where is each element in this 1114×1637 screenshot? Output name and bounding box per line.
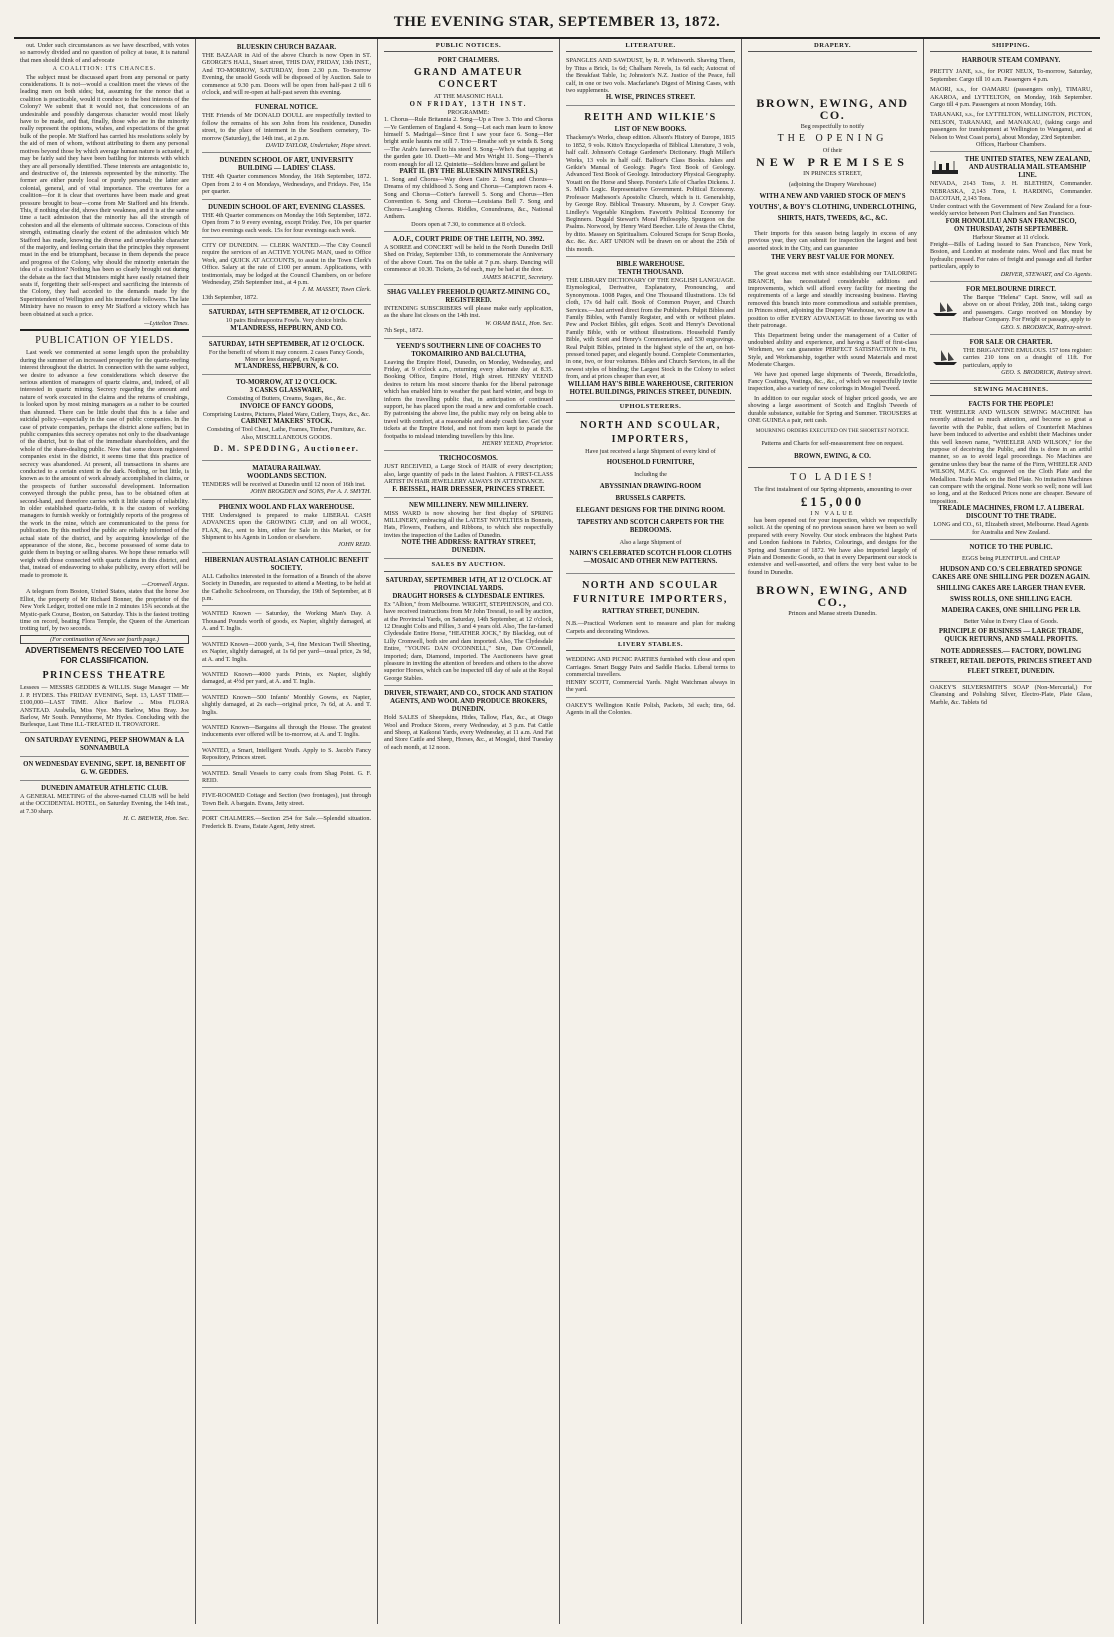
us-line-ships: NEVADA, 2143 Tons, J. H. BLETHEN, Commander. NEBRASKA, 2,143 Tons, I. HARDING, Commander. DACOTAH, 2,143 Tons. bbox=[930, 180, 1092, 203]
emulous-sign: GEO. S. BRODRICK, Rattray street. bbox=[1001, 369, 1092, 377]
north-floor-cloths: NAIRN'S CELEBRATED SCOTCH FLOOR CLOTHS—MOSAIC AND OTHER NEW PATTERNS. bbox=[569, 550, 732, 566]
concert-title: GRAND AMATEUR CONCERT bbox=[413, 67, 524, 91]
brown-patterns: Patterns and Charts for self-measurement free on request. bbox=[761, 439, 904, 447]
invoice-text: Comprising Lustres, Pictures, Plated Ware, Cutlery, Trays, &c., &c. bbox=[202, 410, 371, 418]
brown2-address: Princes and Manse streets Dunedin. bbox=[788, 610, 877, 618]
north2-address: RATTRAY STREET, DUNEDIN. bbox=[601, 608, 700, 616]
north-scoular-subtitle: IMPORTERS, bbox=[611, 434, 690, 446]
wheeler-text: THE WHEELER AND WILSON SEWING MACHINE has recently attracted so much attention, and become so great a favorite with the Public, that sellers of Counterfeit Machines have been induced to advertise and exhibit their Machines under this well known name, "WHEELER AND WILSON," for the purpose of deceiving the Public, and this is done in an artful manner, so as to avoid legal proceedings. No Machines are genuine unless they bear the name of the Firm, WHEELER AND WILSON, M.F.G. Co. engraved on the Cloth Plate and the Medallion. Trade Mark on the Bed Plate. No imitation Machines can compare with the original. None work so well; none will last so long, and at the Reduced Prices none are cheaper. Beware of imposition. bbox=[930, 409, 1092, 505]
coalition-text: The subject must be discussed apart from any personal or party considerations. It is not—would a coalition meet the views of the leading men on both sides; but, assuming for the nonce that a coalition is practicable, would it conduce to the best interests of the Colony? We submit that it would not, that concessions of an undesirable and possibly dangerous character would most likely have to be made, and that, finally, those who are in the minority really represent the opinions, wishes, and expectations of the great bulk of the people. Mr Stafford has carried his resolutions solely by the aid of men of whom, without attributing to them any personal motives beyond those by which average human nature is actuated, it may be fairly said they have been battling for interests with which they are all personally identified. These interests are antagonistic to, and destructive of, the interests represented by the minority. The former are either purely local or purely personal; the latter are colonial, general, and of vital importance. The overtures for a coalition—for it is clear that overtures have been made and great pressure brought to bear—come from Mr Stafford and his friends. This, if nothing else did, shows their weakness, and it is at the same time a tacit admission that the minority has all the strength of cohesion and all the elements of ultimate success. Conscious of this strength, estimating clearly the extent of the admission which Mr Stafford has made, knowing the diverse and unworkable character of the majority, and feeling certain that the principles they represent must in the end be triumphant, because in them depends the peace and progress of the Colony, why should the minority entertain the idea of a coalition? Nothing has been so clearly brought out during the debate as the fact that Ministers might have easily retained their seats if, forgetting their self-respect and sacrificing the interests of the Colony, they had acceded to the demands made by the Superintendent of Wellington and his immediate followers. The late Ministry have no reason to envy Mr Stafford a victory which has been obtained at such a price. bbox=[20, 73, 189, 318]
city-clerk-date: 13th September, 1872. bbox=[202, 293, 258, 301]
coalition-heading: A COALITION: ITS CHANCES. bbox=[52, 66, 157, 73]
continuation-note: (For continuation of News see fourth page.) bbox=[20, 635, 189, 644]
column-3 bbox=[378, 39, 560, 1624]
long-sign: LONG and CO., 61, Elizabeth street, Melbourne. Head Agents for Australia and New Zealand. bbox=[933, 521, 1089, 536]
bible-sign: WILLIAM HAY'S BIBLE WAREHOUSE, CRITERION HOTEL BUILDINGS, PRINCES STREET, DUNEDIN. bbox=[567, 380, 734, 396]
invoice-title: INVOICE OF FANCY GOODS, bbox=[239, 402, 334, 410]
reith-title: REITH AND WILKIE'S bbox=[584, 112, 717, 124]
reith-subtitle: LIST OF NEW BOOKS. bbox=[614, 126, 687, 134]
brown-tweeds: We have just opened large shipments of Tweeds, Broadcloths, Fancy Coatings, Vestings, &c., &c., of which we respectfully invite inspection, also a variety of new colorings in Mosgiel Tweed. bbox=[748, 370, 917, 393]
princess-theatre-text: Lessees — MESSRS GEDDES & WILLIS. Stage Manager — Mr J. P. HYDES. This FRIDAY EVENING, Sept. 13, LAST TIME—£100,000—LAST TIME. Alice Barlow ... Miss FLORA ANSTEAD. Arabella, Miss Nye. Mrs Barlow, Miss Bray. Joe Barlow, Mr South. Pennythorne, Mr Hydes. Concluding with the Burlesque, Last Time ILL-TREATED IL TROVATORE. bbox=[20, 684, 189, 729]
art-school-text: THE 4th Quarter commences Monday, the 16th September, 1872. Open from 2 to 4 on Mondays, Wednesdays, and Fridays. Fee, 15s per quarter. bbox=[202, 173, 371, 196]
column-6 bbox=[924, 39, 1098, 1624]
concert-venue: AT THE MASONIC HALL bbox=[433, 93, 504, 101]
tricho-sign: F. BEISSEL, HAIR DRESSER, PRINCES STREET. bbox=[392, 485, 545, 493]
concert-place: PORT CHALMERS. bbox=[437, 57, 500, 65]
part2-heading: PART II. (BY THE BLUESKIN MINSTRELS.) bbox=[399, 168, 538, 176]
masthead: THE EVENING STAR, SEPTEMBER 13, 1872. bbox=[14, 10, 1100, 39]
aof-sign: JAMES MACFIE, Secretary. bbox=[482, 273, 553, 281]
emulous-text: THE BRIGANTINE EMULOUS. 157 tons register: carries 210 tons on a draught of 11ft. For particulars, apply to bbox=[963, 346, 1092, 369]
millinery-address: NOTE THE ADDRESS: RATTRAY STREET, DUNEDIN. bbox=[401, 539, 536, 555]
concert-doors: Doors open at 7.30, to commence at 8 o'clock. bbox=[411, 220, 526, 228]
harbour-heading: HARBOUR STEAM COMPANY. bbox=[961, 57, 1061, 65]
aof-title: A.O.F., COURT PRIDE OF THE LEITH, NO. 3992. bbox=[392, 235, 545, 243]
helena-text: The Barque "Helena" Capt. Snow, will sail as above on or about Friday, 20th inst., taking cargo and passengers. Cargo received on Monday by Harbour Company. For Freight or passage, apply to bbox=[963, 293, 1092, 324]
art-school-title: DUNEDIN SCHOOL OF ART, UNIVERSITY BUILDING — LADIES' CLASS. bbox=[219, 157, 354, 173]
art-evening-text: THE 4th Quarter commences on Monday the 16th September, 1872. Open from 7 to 9 every evening, except Friday. Fee, 10s per quarter for two evenings each week. 15s for four evenings each week. bbox=[202, 211, 372, 234]
wanted-ad-3: WANTED Known—4000 yards Prints, ex Napier, slightly damaged, at 4½d per yard, at A. and T. Inglis. bbox=[202, 670, 371, 686]
programme-heading: PROGRAMME: bbox=[447, 108, 490, 116]
section-literature: LITERATURE. bbox=[566, 42, 735, 52]
bazaar-title: BLUESKIN CHURCH BAZAAR. bbox=[236, 44, 337, 51]
eggs-line: EGGS being PLENTIFUL and CHEAP bbox=[961, 555, 1061, 563]
spedding-sign: D. M. SPEDDING, Auctioneer. bbox=[213, 444, 360, 453]
columns bbox=[14, 39, 1100, 1624]
yeend-text: Leaving the Empire Hotel, Dunedin, on Monday, Wednesday, and Friday, at 9 o'clock a.m., returning every alternate day at 8.35. Booking Office, Empire Hotel, High street. HENRY YEEND desires to return his most sincere thanks for the liberal patronage which has enabled him to weather the past hard winter, and begs to inform the travelling public that, in anticipation of continued support, he has placed upon the road a new and comfortable coach. By patronising the above line, the public may rely on being able to travel with comfort, at a reasonable and steady coach fare. Get your tickets at the Empire Hotel, and not from men kept to parade the footpaths to mislead intending travellers by this line. bbox=[384, 358, 553, 440]
brown-sign: BROWN, EWING, & CO. bbox=[794, 453, 871, 461]
athletic-club-title: DUNEDIN AMATEUR ATHLETIC CLUB. bbox=[41, 784, 168, 792]
section-shipping: SHIPPING. bbox=[930, 42, 1092, 52]
bible-subtitle: TENTH THOUSAND. bbox=[617, 268, 684, 276]
us-line-freight: Freight—Bills of Lading issued to San Francisco, New York, Boston, and London at moderate rates. Wool and flax must be hydraulic pressed. For rates of freight and passage and all further particulars, apply to bbox=[930, 240, 1092, 271]
charter-heading: FOR SALE OR CHARTER. bbox=[969, 338, 1053, 346]
brown-ewing-title: BROWN, EWING, AND CO. bbox=[756, 96, 909, 123]
wedding-sign: HENRY SCOTT, Commercial Yards. Night Watchman always in the yard. bbox=[566, 678, 735, 694]
cabinet-title: CABINET MAKERS' STOCK. bbox=[240, 418, 333, 426]
wanted-ad-2: WANTED Known—2000 yards, 3-4, fine Mexican Twill Sheeting, ex Napier, slightly damaged, at 1s 6d per yard—usual price, 2s 9d, at A. and T. Inglis. bbox=[202, 640, 371, 663]
glassware-title: 3 CASKS GLASSWARE, bbox=[249, 387, 324, 395]
glassware-text: Consisting of Butters, Creams, Sugars, &c., &c. bbox=[227, 395, 346, 403]
spangles-text: SPANGLES AND SAWDUST, by R. P. Whitworth. Shaving Them, by Titus a Brick, 1s 6d; Chalham Novels, 1s 6d each; Autocrat of the Breakfast Table, 1s; Johnston's N.Z. Justice of the Peace, full calf, in one or two vols. Macfarlane's Digest of Mining Cases, with two supplements. bbox=[566, 57, 735, 95]
wanted-ad-5: WANTED Known—Bargains all through the House. The greatest inducements ever offered will be to-morrow, at A. and T. Inglis. bbox=[202, 723, 371, 739]
section-sewing-machines: SEWING MACHINES. bbox=[930, 383, 1092, 396]
brown-of: Of their bbox=[822, 146, 843, 154]
facts-heading: FACTS FOR THE PEOPLE! bbox=[968, 401, 1054, 408]
ladies-value: IN VALUE bbox=[810, 509, 855, 517]
north-bedrooms: TAPESTRY AND SCOTCH CARPETS FOR THE BEDROOMS. bbox=[576, 518, 725, 534]
art-evening-title: DUNEDIN SCHOOL OF ART, EVENING CLASSES. bbox=[208, 203, 365, 211]
column-1 bbox=[14, 39, 196, 1624]
phoenix-text: THE Undersigned is prepared to make LIBERAL CASH ADVANCES upon the GROWING CLIP, and on all WOOL, FLAX, &c., sent to him, either for Sale in this Market, or for Shipment to his Agents in London or elsewhere. bbox=[202, 511, 371, 542]
madeira-line: MADEIRA CAKES, ONE SHILLING PER LB. bbox=[941, 606, 1081, 614]
ladies-more: has been opened out for your inspection, which we respectfully solicit. At the opening of no previous season have we been so well prepared with every Novelty. Our stock embraces the highest Paris and London fashions in Fabrics, Colourings, and designs for the Spring and Summer of 1872. We have also imported largely of Plain and Domestic Goods, so that in every Department our stock is extensive and well-assorted, and offers the very best value to be found in Dunedin. bbox=[748, 517, 917, 576]
oakey-polish: OAKEY'S Wellington Knife Polish, Packets, 3d each; tins, 6d. Agents in all the Colonies. bbox=[566, 701, 735, 716]
brown-premises: NEW PREMISES bbox=[756, 155, 909, 170]
yields-text: Last week we commented at some length upon the probability during the summer of an increased prosperity for the quartz-reefing interest throughout the district. In connection with the same subject, we desire to advance a few considerations which deserve the serious attention of managers of quartz claims, and, indeed, of all interested in quartz mining. Secrecy regarding the amount and nature of work executed in the claims and the returns of crushings, is looked upon by most mining managers as a rather to be courted than shunned. There can be little doubt that this is a false and suicidal policy—especially in the case of public companies. In the case of private companies, perhaps the district alone suffers; but in public companies this secrecy operates not only to the disadvantage of the district, but to that of the immediate shareholders, and the whole of the share-dealing public. Now that some dozen registered companies exist in the district, it seems time that this practice of secrecy was abandoned. At present, all transactions in shares are conducted to a certain extent in the dark. Nothing, or but little, is known as to the amount of work already accomplished in claims, or the prospects of further successful development. Information conveyed through the public press, has to be obtained often at second-hand, and therefore carries with it little stamp of reliability. In older established quartz-fields, it is the custom of working managers to furnish weekly or fortnightly reports of the progress of the work in the mine, which are communicated to the press for publication. By this method the public are reliably informed of the actual state of the district, and by acquiring knowledge of the appearance of the stone, &c., become possessed of some data to guide them in buying or selling shares. We hope these remarks will weigh with those connected with quartz claims in this district, and that, instead of endeavoring to shake publicity, every effort will be made to promote it. bbox=[20, 349, 189, 579]
column-5 bbox=[742, 39, 924, 1624]
mlandress-sign: M'LANDRESS, HEPBURN, AND CO. bbox=[230, 324, 343, 332]
cabinet-text: Consisting of Tool Chest, Lathe, Frames, Timber, Furniture, &c. Also, MISCELLANEOUS GOODS. bbox=[206, 426, 367, 441]
north2-title: NORTH AND SCOULAR bbox=[582, 580, 719, 592]
brown-imports: Their imports for this season being largely in excess of any previous year, they can submit for inspection the largest and best assorted stock in the City, and can guarantee bbox=[748, 230, 917, 252]
column-2 bbox=[196, 39, 378, 1624]
mataura-text: TENDERS will be received at Dunedin until 12 noon of 16th inst. bbox=[202, 481, 366, 488]
city-clerk-sign: J. M. MASSEY, Town Clerk. bbox=[302, 286, 371, 294]
wanted-ad-1: WANTED Known — Saturday, the Working Man's Day. A Thousand Pounds worth of goods, ex Napier, slightly damaged, at A. and T. Inglis. bbox=[202, 610, 371, 633]
millinery-title: NEW MILLINERY. NEW MILLINERY. bbox=[408, 501, 529, 509]
auction-date: SATURDAY, SEPTEMBER 14TH, AT 12 O'CLOCK. AT PROVINCIAL YARDS. bbox=[385, 576, 552, 592]
north-carpets: BRUSSELS CARPETS. bbox=[615, 494, 686, 502]
late-classification-heading: ADVERTISEMENTS RECEIVED TOO LATE FOR CLASSIFICATION. bbox=[25, 646, 184, 666]
notice-heading: NOTICE TO THE PUBLIC. bbox=[969, 544, 1053, 552]
us-line-text: Under contract with the Government of New Zealand for a four-weekly service between Port Chalmers and San Francisco. bbox=[930, 202, 1092, 218]
saturday-sale2-text: For the benefit of whom it may concern. 2 cases Fancy Goods, More or less damaged, ex Napier. bbox=[208, 348, 365, 363]
brown-regular: In addition to our regular stock of higher priced goods, we are showing a large assortment of Scotch and English Tweeds of durable substance, suitable for Spring and Summer. TROUSERS at ONE GUINEA a pair, nett cash. bbox=[748, 394, 917, 424]
brown-value: THE VERY BEST VALUE FOR MONEY. bbox=[770, 254, 895, 262]
saturday-sale2-title: SATURDAY, 14TH SEPTEMBER, AT 12 O'CLOCK. bbox=[208, 340, 365, 348]
cottage-ad: FIVE-ROOMED Cottage and Section (two frontages), just through Town Belt. A bargain. Evans, Jetty street. bbox=[202, 792, 371, 807]
us-line-title: THE UNITED STATES, NEW ZEALAND, AND AUSTRALIA MAIL STEAMSHIP LINE. bbox=[964, 156, 1091, 180]
section-drapery: DRAPERY. bbox=[748, 42, 917, 52]
us-line-for: FOR HONOLULU AND SAN FRANCISCO, bbox=[945, 217, 1077, 225]
addresses-line: NOTE ADDRESSES.— FACTORY, DOWLING STREET, RETAIL DEPOTS, PRINCES STREET AND FLEET STREET, DUNEDIN. bbox=[930, 647, 1092, 675]
brown-notify: Beg respectfully to notify bbox=[800, 123, 865, 131]
section-public-notices: PUBLIC NOTICES. bbox=[384, 42, 553, 52]
reith-book-list: Thackeray's Works, cheap edition. Alison's History of Europe, 1815 to 1852, 9 vols. Kitto's Encyclopædia of Biblical Literature, 3 vols, half calf. Johnson's Cottage Gardener's Dictionary. Hugh Miller's Works, 13 vols in half calf. Balfour's Class Books. Jukes and Geikie's Manual of Geology. Page's Text Book of Geology. Advanced Text Book of Geology. Introductory Physical Geography. Youatt on the Horse and Sheep. Forster's Life of Charles Dickens. J. S. Mill's Logic. Representative Government. Political Economy. Professor Matheson's Apostolic Church, which is it. Generalship, by George Roy. Biblical Treasury. Museum, by J. Cowper Gray. Lindley's Vegetable Kingdom. Fawcett's Political Economy for Beginners. Dugald Stewart's Moral Philosophy. Spurgeon on the Psalms. Norwood, by Henry Ward Beecher. Life of Jesus the Christ, by ditto. Massey on Spiritualism. Coloured Scraps for Scrap Books, &c. &c. &c. ART UNION will be drawn on or about the 25th of this month. bbox=[566, 134, 735, 253]
shag-valley-title: SHAG VALLEY FREEHOLD QUARTZ-MINING CO., REGISTERED. bbox=[387, 288, 550, 304]
yields-heading: PUBLICATION OF YIELDS. bbox=[35, 335, 174, 347]
athletic-club-sign: H. C. BREWER, Hon. Sec. bbox=[123, 814, 189, 822]
north2-note: N.B.—Practical Workmen sent to measure and plan for making Carpets and decorating Windows. bbox=[566, 620, 735, 635]
north-scoular-intro: Have just received a large Shipment of every kind of bbox=[585, 448, 716, 456]
brown-opening: THE OPENING bbox=[777, 132, 888, 144]
maori: MAORI, s.s., for OAMARU (passengers only), TIMARU, AKAROA, and LYTTELTON, on Monday, 16th September. Cargo till 4 p.m. Passengers at noon Monday, 16th. bbox=[930, 86, 1092, 109]
mlandress-sign-2: M'LANDRESS, HEPBURN, & CO. bbox=[234, 363, 339, 371]
coalition-source: —Lyttelton Times. bbox=[144, 320, 189, 328]
yeend-title: YEEND'S SOUTHERN LINE OF COACHES TO TOKOMAIRIRO AND BALCLUTHA, bbox=[395, 342, 542, 358]
city-clerk-text: CITY OF DUNEDIN. — CLERK WANTED.—The City Council require the services of an ACTIVE YOUNG MAN, used to Office Work, and QUICK AT ACCOUNTS, to assist in the Town Clerk's Office. Salary at the rate of £100 per annum. Applications, with testimonials, may be lodged at the Council Chambers, on or before Wednesday, 25th September inst., at 4 p.m. bbox=[202, 241, 371, 286]
swiss-rolls-line: SWISS ROLLS, ONE SHILLING EACH. bbox=[949, 595, 1072, 603]
section-sales-by-auction: SALES BY AUCTION. bbox=[384, 561, 553, 571]
bible-text: THE LIBRARY DICTIONARY OF THE ENGLISH LANGUAGE. Etymological, Derivative, Explanatory, Pronouncing, and Synonymous. 1008 Pages, and One Thousand Illustrations. 13s 6d cloth, 17s 6d half calf. Book of Common Prayer, and Church Services.—Just arrived direct from the Publishers. Pulpit Bibles and Family Bibles, with Family Register, and with or without plates. Pew and Pocket Bibles, gilt edges. Scott and Henry's Devotional Family Bible, with or without illustrations. Household Family Bible, with Scott and Henry's Commentaries, and 530 engravings. Real Pulpit Bibles, printed in the highest style of the art, on hot-pressed toned paper, and elegantly bound. Complete Commentaries, in one, two, or four volumes. Bibles and Church Services, in all the newest styles of binding; the Largest Stock in the Colony to select from, and at prices cheaper than ever, at bbox=[566, 276, 735, 381]
divider bbox=[20, 329, 189, 331]
mataura-title: MATAURA RAILWAY. bbox=[252, 465, 321, 472]
funeral-sign: DAVID TAYLOR, Undertaker, Hope street. bbox=[265, 142, 371, 150]
melbourne-heading: FOR MELBOURNE DIRECT. bbox=[966, 285, 1056, 293]
tomorrow-title: TO-MORROW, AT 12 O'CLOCK. bbox=[236, 379, 337, 387]
us-line-date: ON THURSDAY, 26TH SEPTEMBER. bbox=[953, 225, 1068, 233]
programme-list: 1. Chorus—Rule Britannia 2. Song—Up a Tree 3. Trio and Chorus—Ye Gentlemen of England 4. Song—Let each man learn to know himself 5. Madrigal—Since first I saw your face 6. Song—Her bright smile haunts me still 7. Trio—Breathe soft ye winds 8. Song—The Arab's farewell to his steed 9. Song—Who's that tapping at the garden gate 10. Duett—Mr and Mrs Wright 11. Song—There's room enough for all 12. Quintette—Soldiers brave and gallant be bbox=[384, 116, 553, 168]
brown-mourning: MOURNING ORDERS EXECUTED ON THE SHORTEST NOTICE. bbox=[755, 428, 910, 435]
brown-street: IN PRINCES STREET, bbox=[803, 170, 862, 178]
wanted-ad-4: WANTED Known—500 Infants' Monthly Gowns, ex Napier, slightly damaged, at 2s each—original price, 7s 6d, at A. and T. Inglis. bbox=[202, 693, 371, 716]
section-livery-stables: LIVERY STABLES. bbox=[566, 641, 735, 651]
sailing-ship-icon bbox=[930, 300, 960, 318]
phoenix-sign: JOHN REID. bbox=[338, 541, 371, 549]
port-chalmers-ad: PORT CHALMERS.—Section 254 for Sale.—Splendid situation. Frederick B. Evans, Estate Agent, Jetty street. bbox=[202, 815, 371, 830]
part2-list: 1. Song and Chorus—Way down Cairo 2. Song and Chorus—Dreams of my childhood 3. Song and Chorus—Camptown races 4. Song and Chorus—Cotter's farewell 5. Song and Chorus—Hen Convention 6. Song and Chorus—Louisiana Bell 7. Song and Chorus—Laughing Chorus. Riddles, Conundrums, &c., National Anthem. bbox=[384, 176, 553, 221]
hibernian-text: ALL Catholics interested in the formation of a Branch of the above Society in Dunedin, are requested to attend a Meeting, to be held at the Catholic Schoolroom, on Thursday, the 19th of September, at 8 p.m. bbox=[202, 572, 371, 603]
brown2-title: BROWN, EWING, AND CO., bbox=[756, 583, 909, 610]
north-furniture: HOUSEHOLD FURNITURE, bbox=[606, 459, 695, 467]
brown-stock: WITH A NEW AND VARIED STOCK OF MEN'S YOUTHS', & BOY'S CLOTHING, UNDERCLOTHING, SHIRTS, HATS, TWEEDS, &C., &C. bbox=[748, 193, 917, 223]
north-also: Also a large Shipment of bbox=[619, 538, 682, 546]
saturday-sale-title: SATURDAY, 14TH SEPTEMBER, AT 12 O'CLOCK. bbox=[208, 309, 365, 317]
saturday-sale-text: 10 pairs Brahmapootra Fowls. Very choice birds. bbox=[225, 317, 348, 325]
section-upholsterers: UPHOLSTERERS. bbox=[566, 403, 735, 413]
saturday-evening-line: ON SATURDAY EVENING, PEEP SHOWMAN & LA SONNAMBULA bbox=[24, 736, 185, 752]
yields-source: —Cromwell Argus. bbox=[141, 581, 189, 589]
tricho-title: TRICHOCOSMOS. bbox=[439, 455, 498, 463]
harbour-offices: Offices, Harbour Chambers. bbox=[976, 141, 1046, 149]
brigantine-icon bbox=[930, 349, 960, 367]
ladies-title: TO LADIES! bbox=[790, 472, 875, 484]
north-including: Including the bbox=[634, 471, 667, 479]
treadle-line: TREADLE MACHINES, FROM L7. A LIBERAL DISCOUNT TO THE TRADE. bbox=[938, 505, 1084, 521]
hudson-line: HUDSON AND CO.'S CELEBRATED SPONGE CAKES ARE ONE SHILLING PER DOZEN AGAIN. bbox=[932, 565, 1090, 581]
helena-sign: GEO. S. BRODRICK, Rattray-street. bbox=[1000, 323, 1092, 331]
pretty-jane: PRETTY JANE, s.s., for PORT NEUX, To-morrow, Saturday, September. Cargo till 10 a.m. Passengers 4 p.m. bbox=[930, 68, 1092, 83]
shilling-cakes-line: SHILLING CAKES ARE LARGER THAN EVER. bbox=[936, 584, 1086, 592]
column-4 bbox=[560, 39, 742, 1624]
driver-stewart-title: DRIVER, STEWART, AND CO., STOCK AND STATION AGENTS, AND WOOL AND PRODUCE BROKERS, DUNEDIN. bbox=[384, 690, 553, 714]
tricho-text: JUST RECEIVED, a Large Stock of HAIR of every description; also, large quantity of pads in the latest Fashion. A FIRST-CLASS ARTIST IN HAIR JEWELLERY ALWAYS IN ATTENDANCE. bbox=[384, 463, 553, 486]
bazaar-text: THE BAZAAR in Aid of the above Church is now Open in ST. GEORGE'S HALL, Stuart street, THIS DAY, FRIDAY, 13th INST., And TO-MORROW, SATURDAY, from 2.30 p.m. To-morrow Evening, the unsold Goods will be disposed of by Auction. Sale to commence at 9.30 p.m. Doors will be open from half-past 2 till 6 o'clock, and will re-open at half-past seven this evening. bbox=[202, 52, 371, 97]
mataura-sign: JOHN BROGDEN and SONS, Per A. J. SMYTH. bbox=[250, 488, 371, 496]
concert-date: ON FRIDAY, 13TH INST. bbox=[409, 100, 528, 108]
brown-tailoring: The great success met with since establishing our TAILORING BRANCH, has necessitated considerable additions and improvements, which will afford every facility for meeting the requirements of a large and steadily increasing business. Having removed this branch into more commodious and suitable premises, in Princes street, adjoining the Drapery Warehouse, we are now in a position to offer EVERY ADVANTAGE to those favoring us with their patronage. bbox=[748, 270, 917, 330]
ladies-amount: £15,000 bbox=[800, 493, 865, 509]
north-scoular-title: NORTH AND SCOULAR, bbox=[580, 420, 721, 432]
telegram-text: A telegram from Boston, United States, states that the horse Joe Elliot, the property of Mr Richard Bonner, the proprietor of the New York Ledger, trotted one mile in 2 minutes 15¾ seconds at the Mystic-park Course, Boston, on Saturday. This is the fastest trotting time on record, beating Flora Temple, the Queen of the American trotting turf, by two seconds. bbox=[20, 588, 189, 633]
steamship-icon bbox=[930, 159, 960, 177]
wedding-text: WEDDING AND PICNIC PARTIES furnished with close and open Carriages. Smart Buggy Pairs and Saddle Hacks. Liberal terms to commercial travellers. bbox=[566, 656, 735, 679]
north-drawing-room: ABYSSINIAN DRAWING-ROOM bbox=[599, 482, 702, 490]
spangles-sign: H. WISE, PRINCES STREET. bbox=[605, 94, 696, 102]
horses-text: Ex "Albion," from Melbourne. WRIGHT, STEPHENSON, and CO. have received instructions from Mr John Tresrail, to sell by auction, at the Provincial Yards, on Saturday, 14th September, at 12 o'clock, 12 Draught Colts and Fillies, 3 and 4 years old. Also, The far-famed Clydesdale Entire Horse, "HEATHER JOCK," By Blackleg, out of Lilly Cromwell, both sire and dam imported. Also, The Clydesdale Entire, "YOUNG DAN O'CONNELL," Sire, Dan O'Connell, imported; dam, Diamond, imported. The Auctioneers have great pleasure in inviting the attention of breeders and others to the above superior Horses, which can be inspected till day of sale at the Royal George Stables. bbox=[384, 600, 553, 682]
north2-subtitle: FURNITURE IMPORTERS, bbox=[573, 594, 728, 606]
shag-valley-sign: W. ORAM BALL, Hon. Sec. bbox=[485, 319, 553, 327]
north-dining: ELEGANT DESIGNS FOR THE DINING ROOM. bbox=[576, 506, 725, 514]
athletic-club-text: A GENERAL MEETING of the above-named CLUB will be held at the OCCIDENTAL HOTEL, on Saturday Evening, the 14th inst., at 7.30 sharp. bbox=[20, 792, 189, 815]
yeend-sign: HENRY YEEND, Proprietor. bbox=[482, 440, 553, 448]
phoenix-title: PHŒNIX WOOL AND FLAX WAREHOUSE. bbox=[218, 503, 355, 511]
horses-title: DRAUGHT HORSES & CLYDESDALE ENTIRES. bbox=[392, 592, 545, 600]
us-line-sign: DRIVER, STEWART, and Co Agents. bbox=[1000, 270, 1092, 278]
millinery-text: MISS WARD is now showing her first display of SPRING MILLINERY, embracing all the LATEST NOVELTIES in Bonnets, Hats, Flowers, Feathers, and Ribbons, to which she respectfully invites the inspection of the Ladies of Dunedin. bbox=[384, 509, 553, 539]
principle-line: PRINCIPLE OF BUSINESS — LARGE TRADE, QUICK RETURNS, AND SMALL PROFITS. bbox=[938, 627, 1084, 643]
better-value-line: Better Value in Every Class of Goods. bbox=[963, 617, 1059, 625]
shag-valley-text: INTENDING SUBSCRIBERS will please make early application, as the share list closes on the 14th inst. bbox=[384, 304, 553, 320]
oakey-soap: OAKEY'S SILVERSMITH'S SOAP (Non-Mercurial,) For Cleansing and Polishing Silver, Electro-Plate, Plate Glass, Marble, &c. Tablets 6d bbox=[930, 681, 1092, 706]
article-continuation: out. Under such circumstances as we have described, with votes so narrowly divided and no question of policy at issue, it is natural that men should think of and advocate bbox=[20, 42, 189, 64]
aof-text: A SOIREE and CONCERT will be held in the North Dunedin Drill Shed on Friday, September 13th, to commemorate the Anniversary of the above Court. Tea on the table at 7 p.m. sharp. Dancing will commence at 10.30. Tickets, 2s 6d each, may be had at the door. bbox=[384, 243, 553, 274]
taranaki: TARANAKI, s.s., for LYTTELTON, WELLINGTON, PICTON, NELSON, TARANAKI, and MANAKAU, (taking cargo and passengers for transhipment at Wellington to Wanganui, and at Nelson to West Coast ports), about Monday, 23rd September. bbox=[930, 111, 1092, 141]
ladies-text: The first instalment of our Spring shipments, amounting to over bbox=[754, 486, 913, 494]
wednesday-evening-line: ON WEDNESDAY EVENING, SEPT. 18, BENEFIT OF G. W. GEDDES. bbox=[23, 760, 186, 776]
shag-valley-date: 7th Sept., 1872. bbox=[384, 327, 424, 335]
funeral-text: THE Friends of Mr DONALD DOULL are respectfully invited to follow the remains of his son John from his residence, Dunedin street, to the place of interment in the Southern cemetery, To-morrow (Saturday), the 14th inst., at 2 p.m. bbox=[202, 112, 371, 142]
woodlands-title: WOODLANDS SECTION. bbox=[246, 473, 327, 480]
driver-stewart-text: Hold SALES of Sheepskins, Hides, Tallow, Flax, &c., at Otago Wool and Produce Stores, every Wednesday, at 3 p.m. Fat Cattle and Sheep, at Kaikorai Yards, every Wednesday, at 11 a.m. And Fat and Store Cattle and Sheep, Horses, &c., at Mosgiel, third Tuesday of each month, at 12 noon. bbox=[384, 714, 553, 751]
wanted-ad-7: WANTED. Small Vessels to carry coals from Shag Point. G. F. REID. bbox=[202, 769, 371, 784]
funeral-title: FUNERAL NOTICE. bbox=[255, 104, 318, 112]
brown-department: This Department being under the management of a Cutter of undoubted ability and experience, and having a Staff of first-class Workmen, we can guarantee PERFECT SATISFACTION in Fit, Style, and Workmanship, together with sound Materials and most Moderate Charges. bbox=[748, 331, 917, 369]
wanted-ad-6: WANTED, a Smart, Intelligent Youth. Apply to S. Jacob's Fancy Repository, Princes street. bbox=[202, 746, 371, 762]
princess-theatre-title: PRINCESS THEATRE bbox=[42, 670, 167, 682]
hibernian-title: HIBERNIAN AUSTRALASIAN CATHOLIC BENEFIT SOCIETY. bbox=[204, 556, 369, 572]
bible-title: BIBLE WAREHOUSE. bbox=[616, 260, 685, 268]
us-line-harbour: Harbour Steamer at 11 o'clock. bbox=[972, 233, 1050, 241]
brown-adjoining: (adjoining the Drapery Warehouse) bbox=[788, 180, 877, 188]
